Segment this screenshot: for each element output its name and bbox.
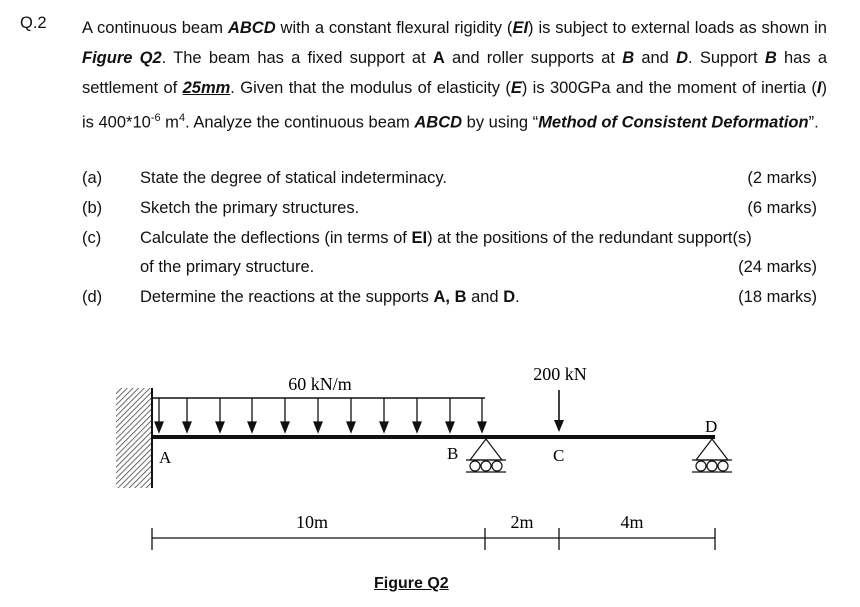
part-d-label: (d) [82, 288, 103, 306]
dim-label-ab: 10m [295, 512, 329, 532]
fixed-support-a [116, 388, 152, 488]
part-c-text-line2: of the primary structure. [140, 258, 315, 276]
part-b-label: (b) [82, 199, 103, 217]
figure-caption: Figure Q2 [374, 575, 449, 592]
part-c-marks: (24 marks) [738, 258, 817, 276]
part-d-text: Determine the reactions at the supports A, B and D. [140, 288, 520, 306]
part-c-text: Calculate the deflections (in terms of EI) at the positions of the redundant support(s) [140, 229, 752, 247]
point-load-c [554, 390, 564, 432]
part-b-text: Sketch the primary structures. [140, 199, 360, 217]
node-label-a: A [159, 448, 172, 467]
dim-label-bc: 2m [510, 512, 534, 532]
beam-figure [0, 340, 860, 580]
part-b-marks: (6 marks) [747, 199, 817, 217]
roller-support-b [466, 439, 506, 472]
part-a-label: (a) [82, 169, 103, 187]
node-label-c: C [553, 446, 565, 465]
point-load-label: 200 kN [533, 364, 587, 384]
part-d-marks: (18 marks) [738, 288, 817, 306]
node-label-d: D [705, 417, 718, 436]
part-a-marks: (2 marks) [747, 169, 817, 187]
roller-support-d [692, 439, 732, 472]
question-number: Q.2 [20, 14, 47, 32]
dim-label-cd: 4m [620, 512, 644, 532]
part-c-label: (c) [82, 229, 102, 247]
udl-label: 60 kN/m [288, 374, 352, 394]
node-label-b: B [447, 444, 459, 463]
question-paragraph: A continuous beam ABCD with a constant flexural rigidity (EI) is subject to external loads as shown in Figure Q2. The beam has a fixed support at A and roller supports at B and D. Support B has a settlement of 25mm. Given that the modulus of elasticity (E) is 300GPa and the moment of inertia (I) is $400*10^{-6}$ $m^4$. Analyze the continuous beam ABCD by using “Method of Consistent Deformation”. [82, 19, 827, 132]
udl-load [152, 398, 486, 432]
part-a-text: State the degree of statical indeterminacy. [140, 169, 447, 187]
